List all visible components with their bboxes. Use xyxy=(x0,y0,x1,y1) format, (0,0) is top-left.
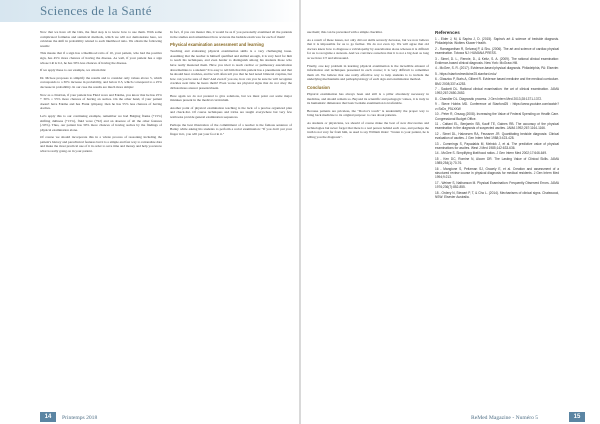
reference-item: 5 - https://stanfordmedicine25.stanford.edu/ xyxy=(435,71,497,76)
left-page xyxy=(0,0,299,424)
paragraph: Physical examination has always been and still is a pillar absolutely necessary in medicine, and should remain so. Beyond its scientific and pedagogic values, it is truly in its humanistic dimension that basic bedside examination is irrefutable. xyxy=(307,91,429,106)
paragraph: Of course we should incorporate this in a whole process of reasoning including the patient's history and paraclinical features but it is a simple and fast way to rationalize data and make the most practical use of it in order to save time and money and help you know what is really going on in your patient. xyxy=(40,135,162,154)
reference-item: 13 - Cummings S, Papadakis M, Melnick J, et al. The predictive value of physical examinations for ascites. West J Med 1985;142:633-636. xyxy=(435,141,559,150)
left-footer xyxy=(0,410,299,424)
reference-item: 6 - Glasziou P, Burls A, Gilbert R. Evidence based medicine and the medical curriculum. BMJ 2008;337:a1253. xyxy=(435,77,559,86)
paragraph: Now as a clinician, if your patient has Fluid wave and Edema, you know that he has 25% + 30% = 55% more chances of having an ascites. On the other hand, if your patient doesn't have Edema and has Flank tympany, then he has 55% less chances of having Ascites. xyxy=(40,92,162,111)
reference-item: 15 - Ken DC, Romine N, Alcorn DR. The Lasting Value of Clinical Skills. JAMA 1985;254(1):70-76. xyxy=(435,156,559,166)
reference-item: 2 - Ramaganthan R, Selvaraj P, & Shu. (2006). The art and science of cardiac physical examination. Totowa NJ: HUMANA PRESS. xyxy=(435,46,559,56)
reference-item: 10 - Peter R, Orszag (2008). Increasing the Value of Federal Spending on Health Care. Congressional Budget Office. xyxy=(435,112,559,121)
right-footer xyxy=(301,410,600,424)
reference-item: 17 - Weiner S, Nathanson M. Physical Examination: Frequently Observed Errors. JAMA 1976;236(7):852-855. xyxy=(435,180,559,190)
reference-item: 12 - Simel DL, Halvorsen RA, Feussner JR. Quantitating bedside diagnosis: Clinical evaluation of ascites. J Gen Intern Med 1988;3:423-428. xyxy=(435,131,559,141)
issue-label: ReMed Magazine - Numéro 5 xyxy=(471,415,539,421)
paragraph: use them; this can be prevented with a simple checklist. xyxy=(307,30,383,34)
page-number: 15 xyxy=(569,412,585,422)
paragraph: Here again we do not pretend to give solutions, but we must point out some major mistakes present in the medical curriculum. xyxy=(170,93,292,103)
paragraph: Another point of physical examination teaching is the lack of a precise organized plan and check-list. Of course techniques and tricks are taught everywhere but very few textbooks provide general examination sequences. xyxy=(170,105,292,119)
reference-item: 16 - Mangione S, Peitzman SJ, Gracely E, et al. Creation and assessment of a structured review course in physical diagnosis for medical residents. J Gen Intern Med 1994;9:213. xyxy=(435,166,559,180)
paragraph: In fact, if you can master this, it would be as if you personally examined all the patients in the studies and remembered how accurate the bedside exam was for each of them! xyxy=(170,30,292,39)
paragraph: Perhaps the best illustration of the commitment of a teacher is the famous sentence of Bailey while asking his students to perform a rectal examination: "If you don't put your finger in it, you will put your foot in it." xyxy=(170,122,292,136)
section-heading: Physical examination assessment and learning xyxy=(170,42,264,48)
reference-item: 3 - Simel, D. L., Rennie, D., & Keitz, S. A. (2009). The rational clinical examination: Evidence-based clinical diagnosis. New York: McGraw-Hill. xyxy=(435,56,559,66)
paragraph: As a result of these issues, not only did our skills severely decrease, but we now believe that it is impossible for us to go further. We do not even try. We will agree that old doctors knew how to diagnose a valvulopathy by auscultation alone whereas it is difficult for us to recognize a stenosis. And we convince ourselves that it is not a big deal as long as we have CT and ultrasound. xyxy=(307,37,429,60)
reference-item: 11 - Cattani EL, Benjamin SB, Kauff TE, Gaines RB. The accuracy of the physical examination in the diagnosis of suspected ascites. JAMA 1992;267:1164-1166. xyxy=(435,121,559,131)
paragraph: This means that if a sign has a likelihood ratio of 10, your patient, who had the positive sign, has 45% more chances of having the disease. As well, if your patient has a sign whose LR is 0.2, he has 30% less chances of having the disease. xyxy=(40,51,162,65)
right-column-1 xyxy=(307,30,429,402)
reference-item: 14 - McGee S. Simplifying likelihood ratios. J Gen Intern Med 2002;17:646-649. xyxy=(435,151,547,156)
references-title: References xyxy=(435,30,460,35)
issue-label: Printemps 2018 xyxy=(62,415,98,421)
reference-item: 4 - McGee, S. R. (2017). Evidence-based physical diagnosis. Philadelphia, PA: Elsevier. xyxy=(435,66,559,71)
reference-item: 9 - Steve Hobbs MD. Conference at Stanford25 : https://www.youtube.com/watch?v=SxDx_P5LXKW xyxy=(435,102,559,111)
section-heading: Conclusion xyxy=(307,84,330,90)
left-column-2 xyxy=(170,30,292,402)
paragraph: Teaching and evaluating physical examination skills is a very challenging issue. Assuming that the teacher is himself qualified and skilled enough, it is very hard for him to teach his techniques, and even harder to distinguish among his students those who have really mastered them. Have you tried to teach cardiac or pulmonary auscultation abnormalities to a student? It is easy to tell him that this patient has a pneumonia and that he should hear crackles, and he will often tell you that he had noted bilateral crepitus, but how can you be sure of that? And even if you are, how can you be sure he will recognize crackles next time he hears them? Even worse are physical signs that do not obey the dichotomous answer present/absent. xyxy=(170,49,292,90)
reference-item: 18 - Ordery N, Stewart P, T, & Cho L. (2014). Mechanisms of clinical signs. Chatswood, NSW: Elsevier Australia. xyxy=(435,190,559,199)
page-number: 14 xyxy=(40,412,56,422)
reference-item: 7 - Sackett DL. Rational clinical examination: the art of clinical examination. JAMA 1992;267:2650-2652. xyxy=(435,87,559,96)
left-column-1 xyxy=(40,30,162,402)
paragraph: Because patients are priceless, the "Doctor's touch" is tendentially the proper way to bring back medicine to its original purpose: to care about patients. xyxy=(307,108,429,118)
paragraph: Dr. McGee proposes to simplify the results and to consider only values above 5, which corresponds to a 30% increase in probability, and below 0.5, which correspond to a 25% decrease in probability. In our case the results are much more simple: xyxy=(40,75,162,89)
paragraph: As students or physicians, we should of course make the best of new discoveries and technologies but never forget that there is a real person behind each case, and perhaps the truth is not very far from him, as used to say William Osler: "Listen to your patient, he is telling you the diagnosis". xyxy=(307,120,429,139)
paragraph: Finally, one key problem in learning physical examination is the incredible amount of information and techniques presented in each course; it is very difficult to remember them all. We believe that one really effective way to help students is to include the underlying mechanisms and pathophysiology of each sign and examination method. xyxy=(307,63,429,82)
section-title: Sciences de la Santé xyxy=(40,3,152,18)
reference-item: 8 - Chandler DL. Diagnostic process. J Gen Intern Med 2013;28:1371-1372. xyxy=(435,96,543,101)
paragraph: If we apply these to our example, we obtain this: xyxy=(40,68,107,73)
reference-item: 1 - Elder J, M, & Sapira J, D. (2015). Sapira's art & science of bedside diagnosis. Philadelphia: Wolters Kluwer Health. xyxy=(435,37,559,46)
header-bar xyxy=(0,0,299,22)
paragraph: Now that we have all the LRs, the final step is to know how to use them. With some complicated formulas and statistical methods, which we will not demonstrate here, we calculate the shift in probability related to each likelihood ratio. We obtain the following results: xyxy=(40,30,162,48)
paragraph: Let's apply this to our continuing example, remember we had Bulging flanks (+15%) shifting dullness (+15%), fluid wave (+92) and an absence of all the other features (-50%). Thus, our patient has 30% more chances of having ascites by the findings of physical examination alone. xyxy=(40,113,162,132)
references-column xyxy=(435,30,559,402)
right-page xyxy=(301,0,600,424)
